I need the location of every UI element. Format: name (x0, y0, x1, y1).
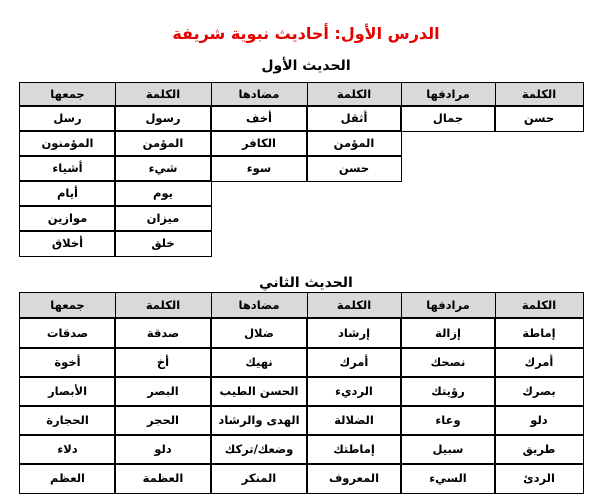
table-cell: حسن (494, 105, 584, 132)
table-cell: إزالة (400, 317, 496, 349)
table-cell: الأبصار (19, 376, 116, 407)
table-cell: المؤمن (306, 130, 402, 157)
header-cell: الكلمة (494, 82, 584, 107)
section-1-title: الحديث الأول (261, 58, 351, 74)
header-cell: الكلمة (306, 292, 402, 319)
table-cell: ميزان (114, 205, 212, 232)
table-cell: دلو (494, 405, 584, 436)
table-cell: نهيك (210, 347, 308, 378)
table-cell: الحجارة (19, 405, 116, 436)
table-cell: الحسن الطيب (210, 376, 308, 407)
table-cell: أخلاق (19, 230, 116, 257)
header-cell: مرادفها (400, 82, 496, 107)
table-cell: البصر (114, 376, 212, 407)
table-cell: إماطة (494, 317, 584, 349)
section-2-table (20, 293, 604, 493)
table-cell: الهدى والرشاد (210, 405, 308, 436)
table-cell: أثقل (306, 105, 402, 132)
table-cell: جمال (400, 105, 496, 132)
section-1-table (20, 83, 604, 266)
table-cell: نصحك (400, 347, 496, 378)
table-cell: موازين (19, 205, 116, 232)
table-cell: إماطتك (306, 434, 402, 465)
header-cell: مرادفها (400, 292, 496, 319)
table-cell: إرشاد (306, 317, 402, 349)
table-cell: خلق (114, 230, 212, 257)
table-cell: أمرك (494, 347, 584, 378)
section-2-title: الحديث الثاني (259, 275, 353, 291)
table-cell: أمرك (306, 347, 402, 378)
table-cell: أخوة (19, 347, 116, 378)
table-cell: الردئ (494, 463, 584, 494)
table-cell: المنكر (210, 463, 308, 494)
table-cell: رسل (19, 105, 116, 132)
table-cell: صدقات (19, 317, 116, 349)
table-cell: رؤيتك (400, 376, 496, 407)
table-cell: العظم (19, 463, 116, 494)
table-cell: سبيل (400, 434, 496, 465)
header-cell: الكلمة (114, 82, 212, 107)
table-cell: الرديء (306, 376, 402, 407)
table-cell: يوم (114, 180, 212, 207)
table-cell: المؤمن (114, 130, 212, 157)
table-cell: وعاء (400, 405, 496, 436)
table-cell: سوء (210, 155, 308, 182)
lesson-title: الدرس الأول: أحاديث نبوية شريفة (172, 24, 440, 43)
header-cell: جمعها (19, 292, 116, 319)
table-cell: العظمة (114, 463, 212, 494)
table-cell: الضلالة (306, 405, 402, 436)
table-cell: شيء (114, 155, 212, 182)
table-cell: بصرك (494, 376, 584, 407)
table-cell: أشياء (19, 155, 116, 182)
header-cell: مضادها (210, 292, 308, 319)
table-cell: أخ (114, 347, 212, 378)
table-cell: المؤمنون (19, 130, 116, 157)
header-cell: مضادها (210, 82, 308, 107)
table-cell: دلاء (19, 434, 116, 465)
table-cell: الحجر (114, 405, 212, 436)
table-cell: الكافر (210, 130, 308, 157)
header-cell: الكلمة (306, 82, 402, 107)
header-cell: الكلمة (494, 292, 584, 319)
table-cell: المعروف (306, 463, 402, 494)
table-cell: السيء (400, 463, 496, 494)
header-cell: الكلمة (114, 292, 212, 319)
table-cell: صدقة (114, 317, 212, 349)
table-cell: طريق (494, 434, 584, 465)
table-cell: رسول (114, 105, 212, 132)
table-cell: أيام (19, 180, 116, 207)
header-cell: جمعها (19, 82, 116, 107)
table-cell: حسن (306, 155, 402, 182)
table-cell: دلو (114, 434, 212, 465)
table-cell: أخف (210, 105, 308, 132)
table-cell: ضلال (210, 317, 308, 349)
table-cell: وضعك/تركك (210, 434, 308, 465)
